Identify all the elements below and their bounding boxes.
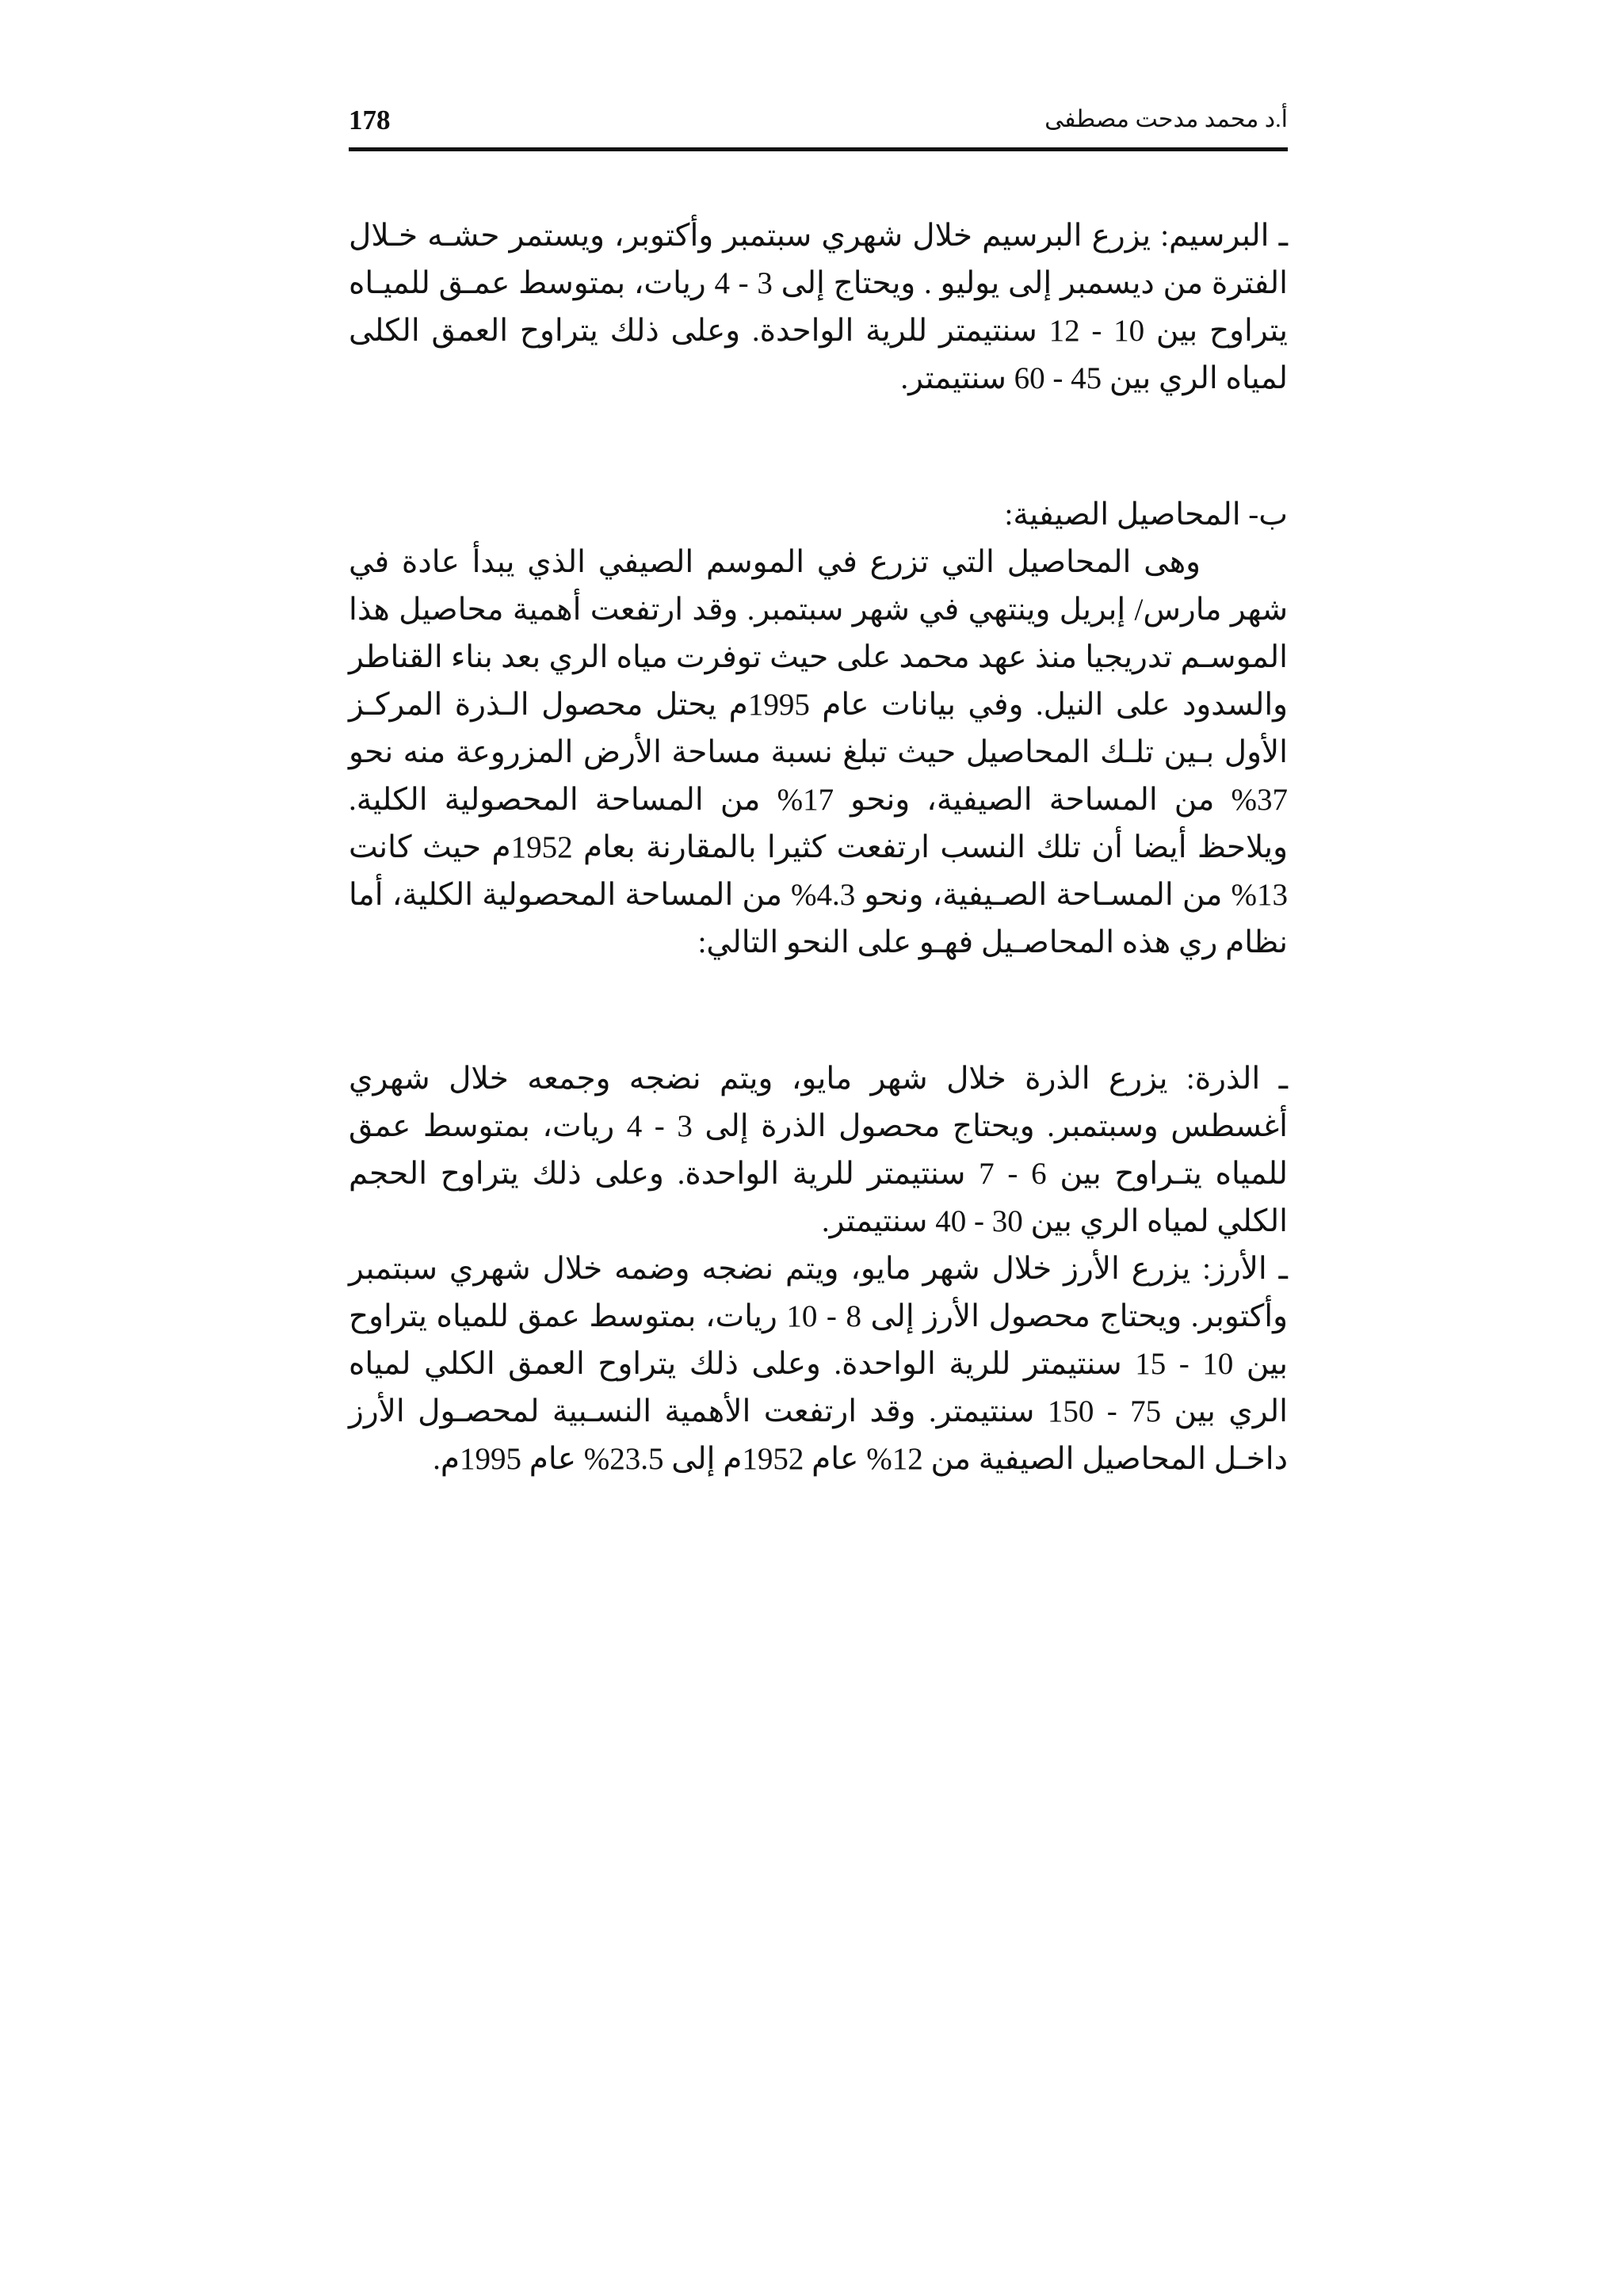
section-heading-summer-crops: ب- المحاصيل الصيفية: [1004, 498, 1288, 532]
paragraph-summer-crops: وهى المحاصيل التي تزرع في الموسم الصيفي الذي يبدأ عادة في شهر مارس/ إبريل وينتهي في شهر سبتمبر. وقد ارتفعت أهمية محاصيل هذا الموسـم تدريجيا منذ عهد محمد على حيث توفرت مياه الري بعد بناء القناطر والسدود على النيل. وفي بيانات عام 1995م يحتل محصول الـذرة المركـز الأول بـين تلـك المحاصيل حيث تبلغ نسبة مساحة الأرض المزروعة منه نحو 37% من المساحة الصيفية، ونحو 17% من المساحة المحصولية الكلية. ويلاحظ أيضا أن تلك النسب ارتفعت كثيرا بالمقارنة بعام 1952م حيث كانت 13% من المسـاحة الصـيفية، ونحو 4.3% من المساحة المحصولية الكلية، أما نظام ري هذه المحاصـيل فهـو على النحو التالي: [349, 545, 1288, 959]
page-header [349, 101, 1288, 149]
paragraph-spacer [349, 967, 1288, 1055]
running-head-author: أ.د محمد مدحت مصطفى [1044, 106, 1288, 132]
paragraph-barseem: ـ البرسيم: يزرع البرسيم خلال شهري سبتمبر وأكتوبر، ويستمر حشـه خـلال الفترة من ديسمبر إلى يوليو . ويحتاج إلى 3 - 4 ريات، بمتوسط عمـق للميـاه يتراوح بين 10 - 12 سنتيمتر للرية الواحدة. وعلى ذلك يتراوح العمق الكلى لمياه الري بين 45 - 60 سنتيمتر. [349, 219, 1289, 395]
page-body [349, 212, 1288, 1483]
page-number: 178 [349, 105, 391, 135]
paragraph-corn: ـ الذرة: يزرع الذرة خلال شهر مايو، ويتم نضجه وجمعه خلال شهري أغسطس وسبتمبر. ويحتاج محصول الذرة إلى 3 - 4 ريات، بمتوسط عمق للمياه يتـراوح بين 6 - 7 سنتيمتر للرية الواحدة. وعلى ذلك يتراوح الحجم الكلي لمياه الري بين 30 - 40 سنتيمتر. [349, 1062, 1289, 1238]
header-rule [349, 147, 1288, 151]
paragraph-spacer [349, 402, 1288, 491]
paragraph-rice: ـ الأرز: يزرع الأرز خلال شهر مايو، ويتم نضجه وضمه خلال شهري سبتمبر وأكتوبر. ويحتاج محصول الأرز إلى 8 - 10 ريات، بمتوسط عمق للمياه يتراوح بين 10 - 15 سنتيمتر للرية الواحدة. وعلى ذلك يتراوح العمق الكلي لمياه الري بين 75 - 150 سنتيمتر. وقد ارتفعت الأهمية النسـبية لمحصـول الأرز داخـل المحاصيل الصيفية من 12% عام 1952م إلى 23.5% عام 1995م. [349, 1252, 1289, 1476]
